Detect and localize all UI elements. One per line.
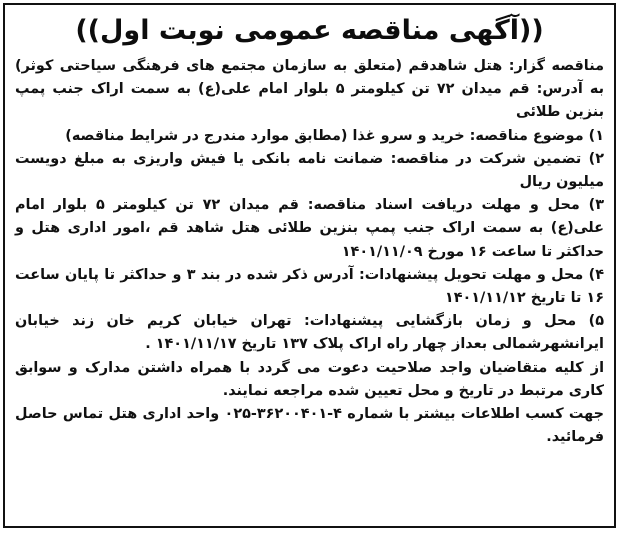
item-3-documents: ۳) محل و مهلت دریافت اسناد مناقصه: قم میدان ۷۲ تن کیلومتر ۵ بلوار امام علی(ع) به سمت اراک جنب پمپ بنزین طلائی هتل شاهد قم ،امور اداری هتل و حداکثر تا ساعت ۱۶ مورخ ۱۴۰۱/۱۱/۰۹ (15, 197, 604, 260)
tenderer-paragraph: مناقصه گزار: هتل شاهدقم (متعلق به سازمان مجتمع های فرهنگی سیاحتی کوثر) به آدرس: قم میدان ۷۲ تن کیلومتر ۵ بلوار امام علی(ع) به سمت اراک جنب پمپ بنزین طلائی (15, 58, 605, 121)
notice-frame (3, 3, 616, 528)
notice-body (15, 55, 604, 449)
item-1-subject: ۱) موضوع مناقصه: خرید و سرو غذا (مطابق موارد مندرج در شرایط مناقصه) (65, 127, 604, 144)
item-4-submission: ۴) محل و مهلت تحویل پیشنهادات: آدرس ذکر شده در بند ۳ و حداکثر تا پایان ساعت ۱۶ تا تاریخ ۱۴۰۱/۱۱/۱۲ (15, 266, 604, 307)
item-5-opening: ۵) محل و زمان بازگشایی پیشنهادات: تهران خیابان کریم خان زند خیابان ایرانشهرشمالی بعداز چهار راه اراک پلاک ۱۳۷ تاریخ ۱۴۰۱/۱۱/۱۷ . (15, 313, 604, 353)
invitation-paragraph: از کلیه متقاضیان واجد صلاحیت دعوت می گردد با همراه داشتن مدارک و سوابق کاری مرتبط در تاریخ و محل تعیین شده مراجعه نمایند. (15, 359, 604, 399)
contact-paragraph: جهت کسب اطلاعات بیشتر با شماره ۴-۳۶۲۰۰۴۰۱-۰۲۵ واحد اداری هتل تماس حاصل فرمائید. (15, 406, 605, 446)
item-2-guarantee: ۲) تضمین شرکت در مناقصه: ضمانت نامه بانکی یا فیش واریزی به مبلغ دویست میلیون ریال (15, 150, 604, 191)
notice-title: ((آگهی مناقصه عمومی نوبت اول)) (75, 15, 544, 46)
